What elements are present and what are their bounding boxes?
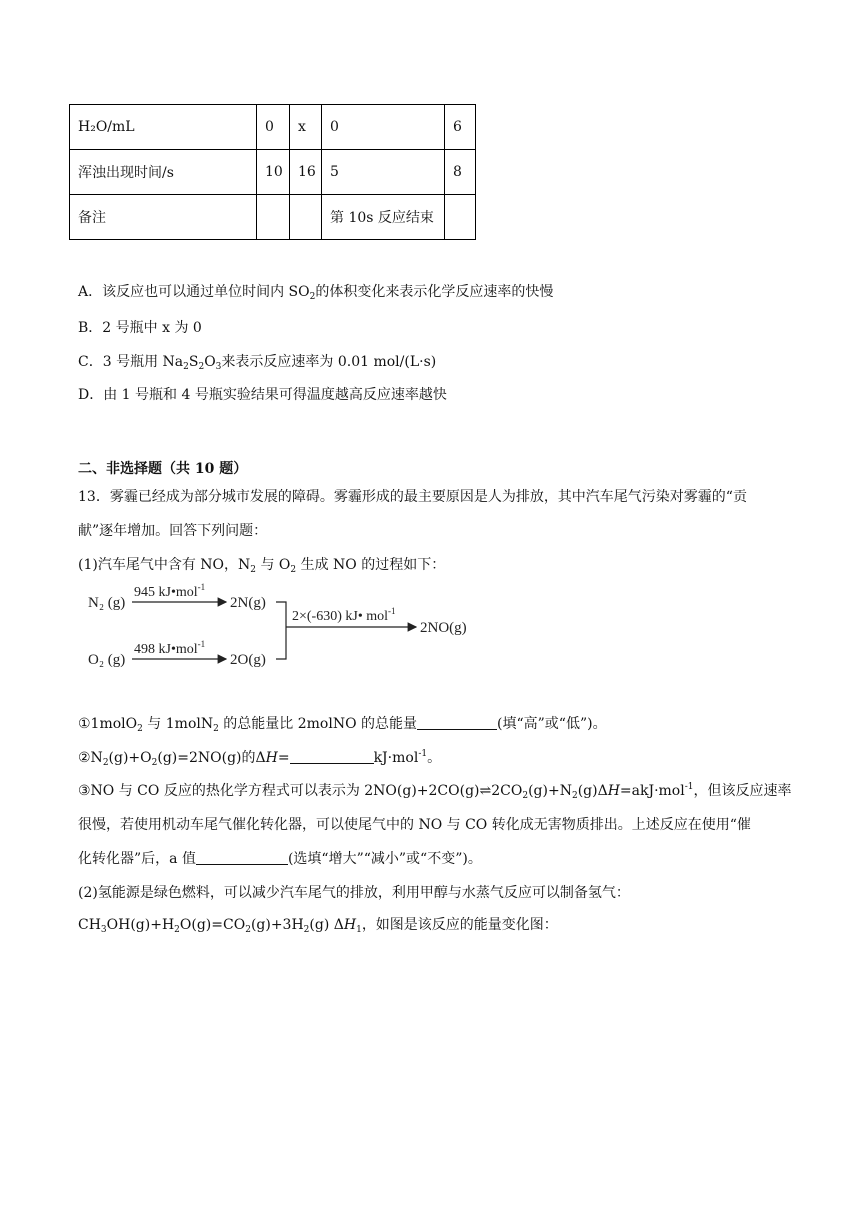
answer-blank[interactable]	[290, 749, 374, 764]
q13-sub3-line3: 化转化器”后，a 值 (选填“增大”“减小”或“不变”)。	[78, 851, 482, 867]
table-cell: 0	[322, 105, 445, 150]
table-cell: 备注	[70, 195, 257, 240]
table-cell	[445, 195, 476, 240]
n-atoms: 2N(g)	[230, 595, 266, 611]
answer-blank[interactable]	[417, 715, 497, 730]
table-row	[70, 105, 476, 150]
o2-species: O₂ (g)	[88, 652, 126, 668]
experiment-table	[69, 104, 476, 240]
product-species: 2NO(g)	[420, 620, 467, 636]
o-atoms: 2O(g)	[230, 652, 266, 668]
option-d: D．由 1 号瓶和 4 号瓶实验结果可得温度越高反应速率越快	[78, 387, 447, 403]
table-row	[70, 150, 476, 195]
table-cell	[257, 195, 290, 240]
table-cell: 5	[322, 150, 445, 195]
table-cell: 浑浊出现时间/s	[70, 150, 257, 195]
option-c: C．3 号瓶用 $Na_2S_2O_3$来表示反应速率为 0.01 mol/(L·s)	[78, 354, 437, 372]
q13-intro-line2: 献”逐年增加。回答下列问题：	[78, 523, 268, 539]
table-cell: 16	[290, 150, 322, 195]
option-b: B．2 号瓶中 x 为 0	[78, 320, 202, 336]
o2-bond-energy: 498 kJ•mol$^{-1}$	[134, 639, 206, 657]
q13-part2: (2)氢能源是绿色燃料，可以减少汽车尾气的排放，利用甲醇与水蒸气反应可以制备氢气：	[78, 885, 630, 901]
combine-bracket	[276, 602, 286, 659]
n2-species: N₂ (g)	[88, 595, 126, 611]
table-cell: 8	[445, 150, 476, 195]
q13-sub3-line1: ③NO 与 CO 反应的热化学方程式可以表示为 $2NO(g)+2CO(g)\rightleftharpoons 2CO_2(g)+N_2(g)\Delta H=akJ\cdot mol^{-1}$，但该反应速率	[78, 782, 792, 801]
n2-bond-energy: 945 kJ•mol$^{-1}$	[134, 582, 206, 600]
table-row	[70, 195, 476, 240]
table-cell: H₂O/mL	[70, 105, 257, 150]
table-cell: 6	[445, 105, 476, 150]
q13-equation: $CH_3OH(g)+H_2O(g)=CO_2(g)+3H_2(g)$ $\Delta H_1$，如图是该反应的能量变化图：	[78, 917, 558, 935]
section-title: 二、非选择题（共 10 题）	[78, 461, 248, 477]
q13-sub2: $②N_2(g)+O_2(g)=2NO(g)$的ΔH= kJ·mol$^{-1}$。	[78, 749, 442, 768]
table-cell: 0	[257, 105, 290, 150]
table-cell: x	[290, 105, 322, 150]
q13-sub3-line2: 很慢，若使用机动车尾气催化转化器，可以使尾气中的 NO 与 CO 转化成无害物质排出。上述反应在使用“催	[78, 817, 751, 833]
q13-sub1: ①1molO$_2$ 与 1molN$_2$ 的总能量比 2molNO 的总能量 (填“高”或“低”)。	[78, 716, 607, 734]
table-cell: 第 10s 反应结束	[322, 195, 445, 240]
option-a: A．该反应也可以通过单位时间内 $SO_2$的体积变化来表示化学反应速率的快慢	[78, 284, 554, 302]
q13-part1: (1)汽车尾气中含有 NO，$N_2$ 与 $O_2$ 生成 NO 的过程如下：	[78, 557, 446, 575]
reaction-energy-scheme	[86, 582, 506, 674]
table-cell	[290, 195, 322, 240]
q13-intro-line1: 13．雾霾已经成为部分城市发展的障碍。雾霾形成的最主要原因是人为排放，其中汽车尾气污染对雾霾的“贡	[78, 489, 747, 505]
bond-formation-energy: 2×(-630) kJ• mol$^{-1}$	[292, 606, 396, 624]
table-cell: 10	[257, 150, 290, 195]
answer-blank[interactable]	[196, 850, 288, 865]
